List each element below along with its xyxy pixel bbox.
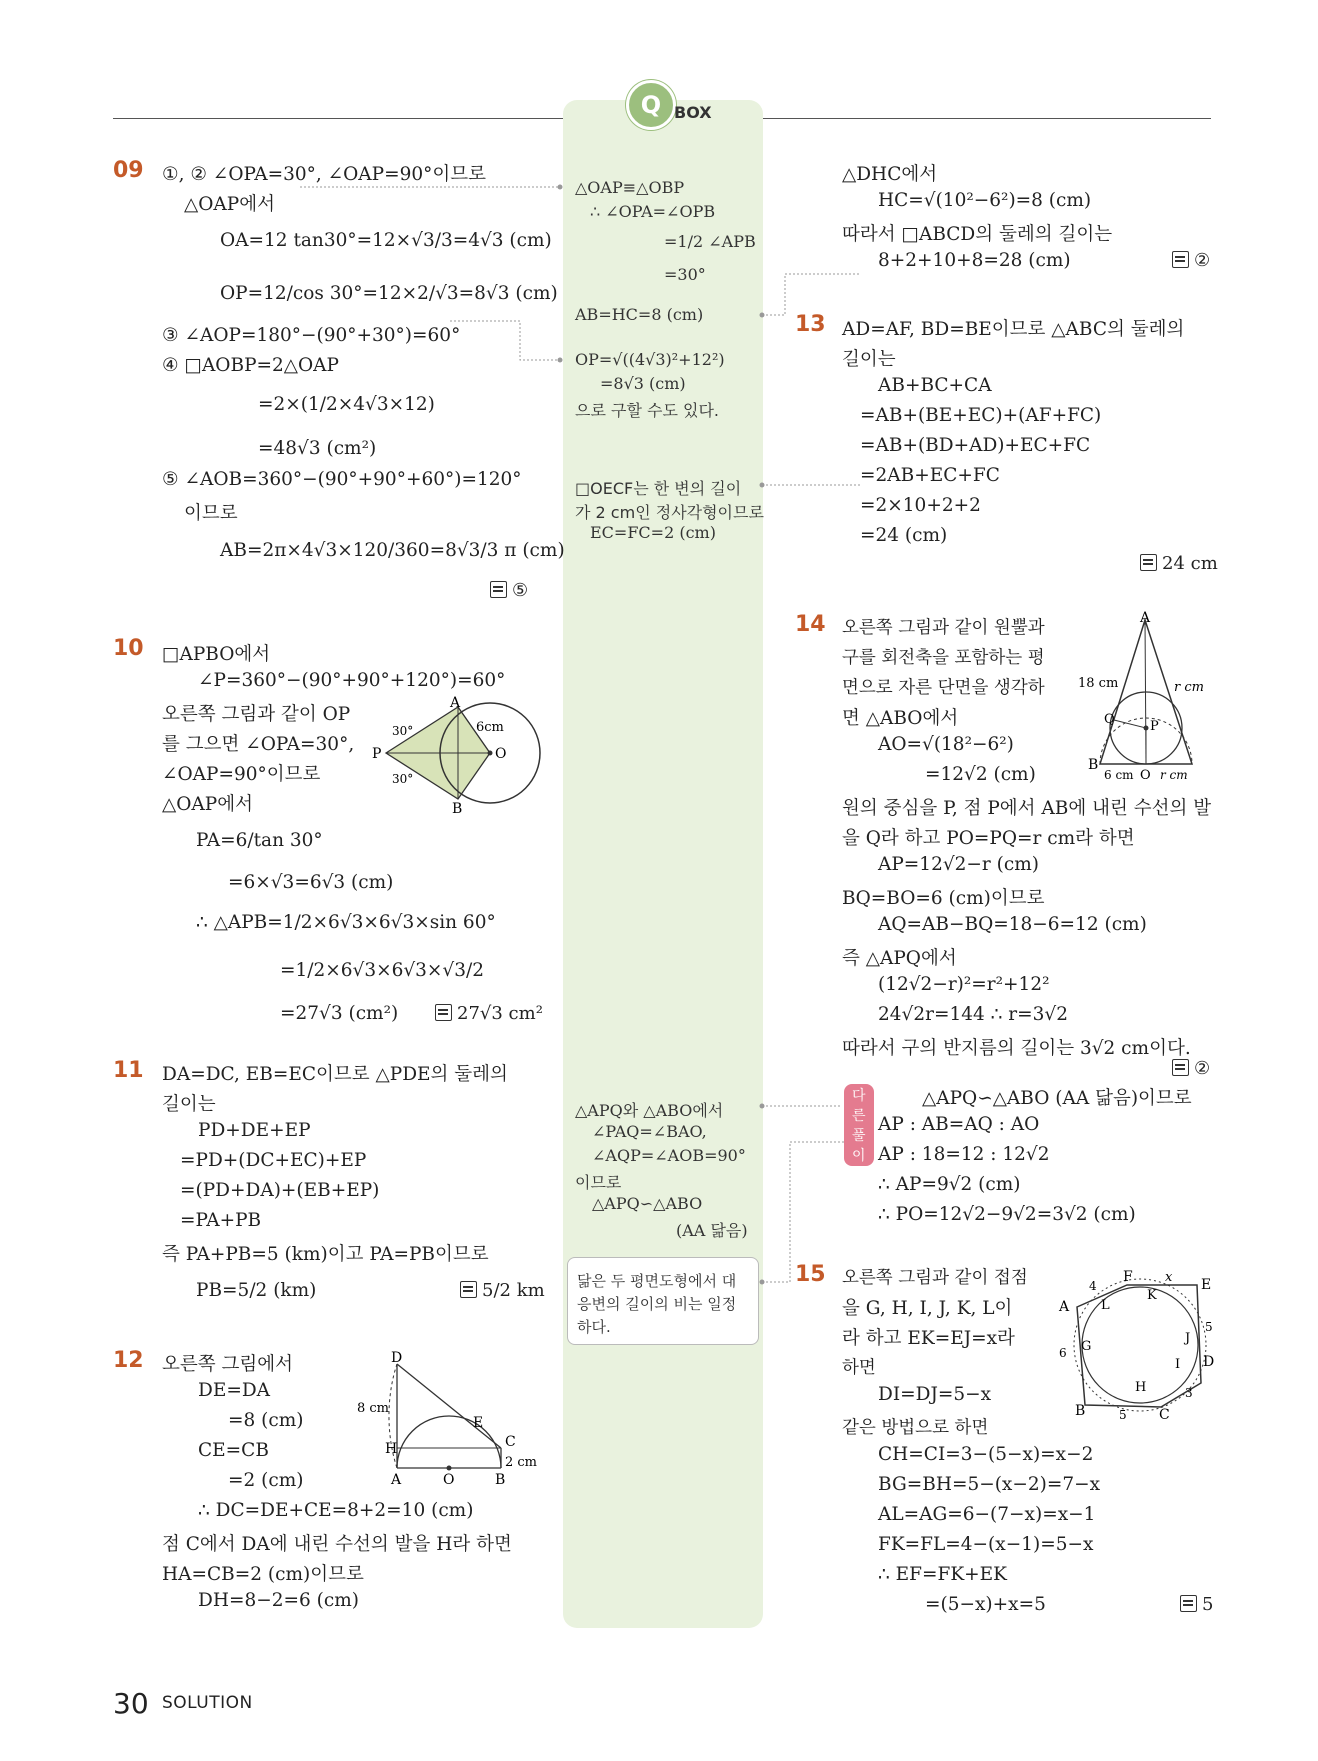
problem-number: 09 bbox=[113, 158, 144, 183]
line: □APBO에서 bbox=[162, 644, 271, 665]
note-line: =30° bbox=[664, 265, 706, 284]
alt-solution-badge: 다른 풀이 bbox=[844, 1084, 874, 1166]
q-box-panel bbox=[563, 100, 763, 1628]
box-note-2: AB=HC=8 (cm) bbox=[575, 305, 704, 324]
problem-number: 12 bbox=[113, 1348, 144, 1373]
label-O: O bbox=[1140, 768, 1151, 783]
note-line: △OAP≡△OBP bbox=[575, 178, 685, 197]
line: △OAP에서 bbox=[184, 194, 275, 215]
label-F: F bbox=[1123, 1269, 1133, 1285]
line: AP=12√2−r (cm) bbox=[878, 854, 1039, 875]
line: =48√3 (cm²) bbox=[258, 438, 377, 459]
line: ∴ △APB=1/2×6√3×6√3×sin 60° bbox=[196, 912, 496, 933]
line: ∴ PO=12√2−9√2=3√2 (cm) bbox=[878, 1204, 1136, 1225]
line: 하면 bbox=[842, 1358, 876, 1378]
figure-12 bbox=[355, 1350, 540, 1490]
line: DH=8−2=6 (cm) bbox=[198, 1590, 359, 1611]
label-5-right: 5 bbox=[1205, 1320, 1213, 1334]
label-Q: Q bbox=[1104, 712, 1115, 727]
line: ∴ DC=DE+CE=8+2=10 (cm) bbox=[198, 1500, 474, 1521]
label-H: H bbox=[385, 1441, 398, 1457]
line: 을 Q라 하고 PO=PQ=r cm라 하면 bbox=[842, 828, 1135, 849]
label-B: B bbox=[495, 1472, 506, 1488]
line: ③ ∠AOP=180°−(90°+30°)=60° bbox=[162, 325, 461, 346]
line: =24 (cm) bbox=[860, 525, 948, 546]
line: PB=5/2 (km) bbox=[196, 1280, 317, 1301]
line: BG=BH=5−(x−2)=7−x bbox=[878, 1474, 1101, 1495]
label-H: H bbox=[1135, 1380, 1147, 1395]
figure-10 bbox=[370, 695, 540, 815]
line: 을 G, H, I, J, K, L이 bbox=[842, 1298, 1013, 1319]
line: AQ=AB−BQ=18−6=12 (cm) bbox=[878, 914, 1147, 935]
line: PD+DE+EP bbox=[198, 1120, 311, 1141]
problem-number: 11 bbox=[113, 1058, 144, 1083]
line: 같은 방법으로 하면 bbox=[842, 1418, 989, 1438]
note-line: =8√3 (cm) bbox=[600, 374, 686, 393]
line: AD=AF, BD=BE이므로 △ABC의 둘레의 bbox=[842, 319, 1185, 340]
line: 구를 회전축을 포함하는 평 bbox=[842, 648, 1045, 668]
note-line: EC=FC=2 (cm) bbox=[590, 523, 716, 542]
line: 길이는 bbox=[842, 349, 896, 370]
answer-box-icon bbox=[1140, 554, 1157, 571]
answer-mark: ② bbox=[1172, 250, 1210, 271]
label-8cm: 8 cm bbox=[357, 1401, 390, 1416]
answer-mark: ② bbox=[1172, 1058, 1210, 1079]
line: 오른쪽 그림과 같이 원뿔과 bbox=[842, 618, 1045, 638]
answer-box-icon bbox=[1172, 1059, 1189, 1076]
line: HC=√(10²−6²)=8 (cm) bbox=[878, 190, 1092, 211]
label-E: E bbox=[1201, 1277, 1212, 1293]
line: 면으로 자른 단면을 생각하 bbox=[842, 678, 1045, 698]
label-6cm: 6cm bbox=[476, 720, 504, 735]
line: DA=DC, EB=EC이므로 △PDE의 둘레의 bbox=[162, 1064, 508, 1085]
line: ∠OAP=90°이므로 bbox=[162, 764, 321, 785]
line: =PA+PB bbox=[180, 1210, 262, 1231]
line: PA=6/tan 30° bbox=[196, 830, 323, 851]
label-L: L bbox=[1101, 1298, 1110, 1313]
label-x: x bbox=[1165, 1270, 1173, 1285]
label-P: P bbox=[372, 746, 382, 762]
line: =2 (cm) bbox=[228, 1470, 304, 1491]
note-line: 이므로 bbox=[575, 1173, 622, 1192]
answer-mark: 5/2 km bbox=[460, 1280, 545, 1301]
line: 오른쪽 그림과 같이 OP bbox=[162, 704, 351, 725]
line: AO=√(18²−6²) bbox=[878, 734, 1014, 755]
label-A: A bbox=[450, 695, 461, 711]
line: BQ=BO=6 (cm)이므로 bbox=[842, 888, 1045, 909]
line: =2AB+EC+FC bbox=[860, 465, 1000, 486]
line: =2×10+2+2 bbox=[860, 495, 981, 516]
answer-box-icon bbox=[490, 581, 507, 598]
line: =PD+(DC+EC)+EP bbox=[180, 1150, 367, 1171]
label-A: A bbox=[1059, 1299, 1070, 1315]
page-number: 30 bbox=[113, 1687, 149, 1720]
line: 8+2+10+8=28 (cm) bbox=[878, 250, 1071, 271]
line: AB+BC+CA bbox=[878, 375, 992, 396]
line: =AB+(BD+AD)+EC+FC bbox=[860, 435, 1091, 456]
note-line: 으로 구할 수도 있다. bbox=[575, 401, 719, 420]
figure-14 bbox=[1070, 612, 1220, 782]
note-line: =1/2 ∠APB bbox=[664, 232, 756, 251]
line: 이므로 bbox=[184, 503, 238, 524]
line: FK=FL=4−(x−1)=5−x bbox=[878, 1534, 1094, 1555]
line: 즉 PA+PB=5 (km)이고 PA=PB이므로 bbox=[162, 1244, 489, 1265]
label-K: K bbox=[1147, 1288, 1157, 1303]
answer-mark: 24 cm bbox=[1140, 553, 1218, 574]
line: CH=CI=3−(5−x)=x−2 bbox=[878, 1444, 1094, 1465]
note-line: △APQ와 △ABO에서 bbox=[575, 1101, 724, 1120]
note-line: ∴ ∠OPA=∠OPB bbox=[590, 202, 716, 221]
box-label: BOX bbox=[674, 103, 712, 122]
figure-15 bbox=[1055, 1265, 1220, 1425]
label-30-top: 30° bbox=[392, 724, 414, 738]
line: OA=12 tan30°=12×√3/3=4√3 (cm) bbox=[220, 230, 552, 251]
line: ⑤ ∠AOB=360°−(90°+90°+60°)=120° bbox=[162, 469, 522, 490]
line: =27√3 (cm²) bbox=[280, 1003, 399, 1024]
answer-box-icon bbox=[1172, 251, 1189, 268]
label-C: C bbox=[1159, 1407, 1170, 1423]
answer-mark: 27√3 cm² bbox=[435, 1003, 543, 1024]
answer-mark: ⑤ bbox=[490, 580, 528, 601]
label-I: I bbox=[1175, 1357, 1181, 1372]
label-B: B bbox=[1075, 1403, 1086, 1419]
line: ∠P=360°−(90°+90°+120°)=60° bbox=[198, 670, 506, 691]
line: AL=AG=6−(7−x)=x−1 bbox=[878, 1504, 1096, 1525]
line: ∴ AP=9√2 (cm) bbox=[878, 1174, 1021, 1195]
label-O: O bbox=[443, 1472, 455, 1488]
label-D: D bbox=[391, 1350, 403, 1366]
line: CE=CB bbox=[198, 1440, 269, 1461]
line: =(5−x)+x=5 bbox=[925, 1594, 1046, 1615]
line: 원의 중심을 P, 점 P에서 AB에 내린 수선의 발 bbox=[842, 798, 1212, 819]
label-6cm: 6 cm bbox=[1104, 768, 1134, 782]
line: 오른쪽 그림과 같이 접점 bbox=[842, 1268, 1028, 1288]
line: =(PD+DA)+(EB+EP) bbox=[180, 1180, 380, 1201]
line: 따라서 구의 반지름의 길이는 3√2 cm이다. bbox=[842, 1038, 1191, 1059]
line: HA=CB=2 (cm)이므로 bbox=[162, 1564, 364, 1585]
footer-label: SOLUTION bbox=[162, 1693, 253, 1713]
line: AB=2π×4√3×120/360=8√3/3 π (cm) bbox=[220, 540, 565, 561]
line: (12√2−r)²=r²+12² bbox=[878, 974, 1050, 995]
label-B: B bbox=[452, 801, 463, 817]
problem-number: 10 bbox=[113, 636, 144, 661]
line: 길이는 bbox=[162, 1094, 216, 1115]
line: 면 △ABO에서 bbox=[842, 708, 959, 729]
line: 점 C에서 DA에 내린 수선의 발을 H라 하면 bbox=[162, 1534, 512, 1555]
note-line: □OECF는 한 변의 길이 bbox=[575, 479, 742, 498]
label-A: A bbox=[1140, 610, 1151, 626]
note-line: OP=√((4√3)²+12²) bbox=[575, 350, 725, 369]
line: DE=DA bbox=[198, 1380, 271, 1401]
problem-number: 14 bbox=[795, 612, 826, 637]
line: ④ □AOBP=2△OAP bbox=[162, 355, 339, 376]
line: 따라서 □ABCD의 둘레의 길이는 bbox=[842, 224, 1113, 245]
note-line: ∠PAQ=∠BAO, bbox=[592, 1122, 707, 1141]
line: ∴ EF=FK+EK bbox=[878, 1564, 1007, 1585]
answer-box-icon bbox=[1180, 1595, 1197, 1612]
line: =6×√3=6√3 (cm) bbox=[228, 872, 394, 893]
line: =12√2 (cm) bbox=[925, 764, 1036, 785]
label-rcm: r cm bbox=[1174, 680, 1204, 695]
label-6: 6 bbox=[1059, 1346, 1067, 1360]
label-D: D bbox=[1203, 1354, 1215, 1370]
line: AP : AB=AQ : AO bbox=[878, 1114, 1040, 1135]
answer-box-icon bbox=[460, 1281, 477, 1298]
line: 를 그으면 ∠OPA=30°, bbox=[162, 734, 355, 755]
label-2cm: 2 cm bbox=[505, 1455, 538, 1470]
line: =2×(1/2×4√3×12) bbox=[258, 394, 435, 415]
line: AP : 18=12 : 12√2 bbox=[878, 1144, 1050, 1165]
note-line: 하다. bbox=[577, 1318, 611, 1336]
label-B: B bbox=[1088, 757, 1099, 773]
line: =1/2×6√3×6√3×√3/2 bbox=[280, 960, 484, 981]
label-18cm: 18 cm bbox=[1078, 676, 1119, 691]
label-O: O bbox=[495, 746, 507, 762]
label-J: J bbox=[1185, 1331, 1191, 1346]
line: 라 하고 EK=EJ=x라 bbox=[842, 1328, 1015, 1349]
answer-box-icon bbox=[435, 1004, 452, 1021]
note-line: 응변의 길이의 비는 일정 bbox=[577, 1295, 737, 1313]
line: 즉 △APQ에서 bbox=[842, 948, 957, 969]
problem-number: 15 bbox=[795, 1262, 826, 1287]
line: △APQ∽△ABO (AA 닮음)이므로 bbox=[922, 1088, 1192, 1109]
label-rcm-bottom: r cm bbox=[1160, 768, 1188, 782]
line: OP=12/cos 30°=12×2/√3=8√3 (cm) bbox=[220, 283, 558, 304]
label-A: A bbox=[391, 1472, 402, 1488]
note-line: 가 2 cm인 정사각형이므로 bbox=[575, 503, 764, 522]
label-C: C bbox=[505, 1434, 516, 1450]
note-line: (AA 닮음) bbox=[676, 1221, 748, 1240]
label-3: 3 bbox=[1185, 1386, 1193, 1400]
q-badge-icon: Q bbox=[626, 80, 676, 130]
line: △OAP에서 bbox=[162, 794, 253, 815]
label-G: G bbox=[1081, 1339, 1092, 1354]
line: =AB+(BE+EC)+(AF+FC) bbox=[860, 405, 1102, 426]
note-line: 닮은 두 평면도형에서 대 bbox=[577, 1272, 737, 1290]
label-E: E bbox=[473, 1415, 484, 1431]
problem-number: 13 bbox=[795, 312, 826, 337]
note-line: ∠AQP=∠AOB=90° bbox=[592, 1146, 746, 1165]
note-line: △APQ∽△ABO bbox=[592, 1194, 703, 1213]
label-5-bottom: 5 bbox=[1119, 1408, 1127, 1422]
line: =8 (cm) bbox=[228, 1410, 304, 1431]
label-4: 4 bbox=[1089, 1279, 1097, 1293]
line: ①, ② ∠OPA=30°, ∠OAP=90°이므로 bbox=[162, 164, 487, 185]
label-P: P bbox=[1150, 719, 1159, 734]
label-30-bottom: 30° bbox=[392, 772, 414, 786]
line: △DHC에서 bbox=[842, 164, 938, 185]
line: 오른쪽 그림에서 bbox=[162, 1354, 293, 1375]
line: 24√2r=144 ∴ r=3√2 bbox=[878, 1004, 1068, 1025]
answer-mark: 5 bbox=[1180, 1594, 1213, 1615]
line: DI=DJ=5−x bbox=[878, 1384, 992, 1405]
